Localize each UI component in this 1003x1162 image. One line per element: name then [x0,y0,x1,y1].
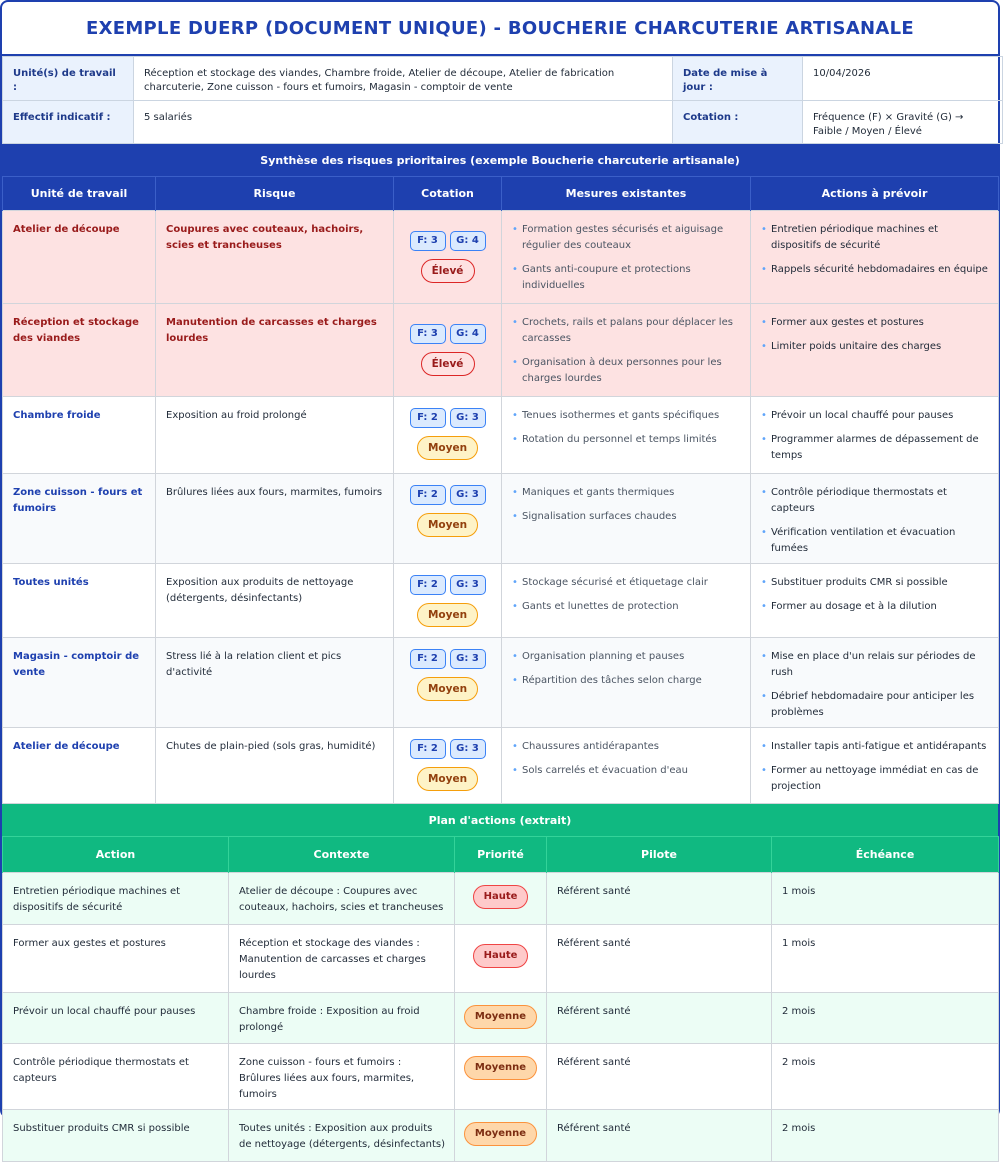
level-badge: Moyen [417,513,478,537]
plan-echeance: 2 mois [772,1110,999,1162]
col-header-action: Action [3,837,229,873]
col-header-cotation: Cotation [394,177,502,211]
priority-badge: Moyenne [464,1005,537,1029]
plan-priorite [455,1110,547,1162]
plan-pilote: Référent santé [547,873,772,925]
col-header-risque: Risque [156,177,394,211]
risk-mesures [502,211,751,304]
col-header-pilote: Pilote [547,837,772,873]
risk-cotation [394,728,502,804]
risk-description: Chutes de plain-pied (sols gras, humidité) [156,728,394,804]
gravity-badge: G: 3 [450,408,486,428]
col-header-unite: Unité de travail [3,177,156,211]
action-item: • Entretien périodique machines et dispositifs de sécurité [761,222,989,254]
risk-cotation [394,211,502,304]
risk-row [3,638,999,728]
plan-row [3,993,999,1044]
risk-cotation [394,397,502,474]
col-header-echeance: Échéance [772,837,999,873]
risk-description: Exposition au froid prolongé [156,397,394,474]
risk-row [3,397,999,474]
plan-contexte: Toutes unités : Exposition aux produits de nettoyage (détergents, désinfectants) [229,1110,455,1162]
action-item: • Limiter poids unitaire des charges [761,339,989,355]
risk-cotation [394,564,502,638]
plan-action: Substituer produits CMR si possible [3,1110,229,1162]
mesure-item: • Stockage sécurisé et étiquetage clair [512,575,741,591]
plan-row [3,873,999,925]
risk-description: Coupures avec couteaux, hachoirs, scies et trancheuses [156,211,394,304]
level-badge: Moyen [417,436,478,460]
date-label: Date de mise à jour : [673,57,803,101]
level-badge: Moyen [417,767,478,791]
mesure-item: • Signalisation surfaces chaudes [512,509,741,525]
date-value: 10/04/2026 [803,57,1003,101]
priority-badge: Moyenne [464,1056,537,1080]
risk-unit: Magasin - comptoir de vente [3,638,156,728]
page-title: EXEMPLE DUERP (DOCUMENT UNIQUE) - BOUCHERIE CHARCUTERIE ARTISANALE [2,2,998,56]
frequency-badge: F: 2 [410,649,446,669]
plan-action: Prévoir un local chauffé pour pauses [3,993,229,1044]
plan-echeance: 2 mois [772,1044,999,1110]
gravity-badge: G: 3 [450,739,486,759]
risk-row [3,728,999,804]
action-item: • Programmer alarmes de dépassement de temps [761,432,989,464]
plan-priorite [455,925,547,993]
mesure-item: • Rotation du personnel et temps limités [512,432,741,448]
risk-description: Manutention de carcasses et charges lourdes [156,304,394,397]
plan-priorite [455,1044,547,1110]
risk-actions [751,474,999,564]
risk-row [3,474,999,564]
mesure-item: • Sols carrelés et évacuation d'eau [512,763,741,779]
risk-mesures [502,397,751,474]
cotation-label: Cotation : [673,101,803,144]
action-item: • Former aux gestes et postures [761,315,989,331]
gravity-badge: G: 3 [450,649,486,669]
risk-mesures [502,638,751,728]
level-badge: Moyen [417,603,478,627]
plan-row [3,1110,999,1162]
plan-contexte: Zone cuisson - fours et fumoirs : Brûlures liées aux fours, marmites, fumoirs [229,1044,455,1110]
level-badge: Moyen [417,677,478,701]
risk-table [2,176,999,804]
risk-unit: Réception et stockage des viandes [3,304,156,397]
risk-row [3,564,999,638]
mesure-item: • Crochets, rails et palans pour déplacer les carcasses [512,315,741,347]
effectif-value: 5 salariés [134,101,673,144]
mesure-item: • Chaussures antidérapantes [512,739,741,755]
action-item: • Rappels sécurité hebdomadaires en équipe [761,262,989,278]
level-badge: Élevé [421,259,475,283]
mesure-item: • Gants et lunettes de protection [512,599,741,615]
action-item: • Contrôle périodique thermostats et capteurs [761,485,989,517]
frequency-badge: F: 2 [410,575,446,595]
col-header-actions: Actions à prévoir [751,177,999,211]
risk-section-title: Synthèse des risques prioritaires (exemple Boucherie charcuterie artisanale) [2,144,998,176]
mesure-item: • Répartition des tâches selon charge [512,673,741,689]
mesure-item: • Maniques et gants thermiques [512,485,741,501]
risk-actions [751,728,999,804]
risk-mesures [502,564,751,638]
risk-cotation [394,474,502,564]
risk-cotation [394,304,502,397]
risk-description: Exposition aux produits de nettoyage (détergents, désinfectants) [156,564,394,638]
col-header-mesures: Mesures existantes [502,177,751,211]
risk-unit: Atelier de découpe [3,211,156,304]
info-grid [2,56,1003,144]
risk-cotation [394,638,502,728]
action-item: • Débrief hebdomadaire pour anticiper les problèmes [761,689,989,721]
risk-description: Stress lié à la relation client et pics d'activité [156,638,394,728]
plan-action: Former aux gestes et postures [3,925,229,993]
risk-mesures [502,474,751,564]
unites-value: Réception et stockage des viandes, Chambre froide, Atelier de découpe, Atelier de fabrication charcuterie, Zone cuisson - fours et fumoirs, Magasin - comptoir de vente [134,57,673,101]
risk-unit: Atelier de découpe [3,728,156,804]
plan-priorite [455,873,547,925]
action-item: • Prévoir un local chauffé pour pauses [761,408,989,424]
mesure-item: • Organisation planning et pauses [512,649,741,665]
frequency-badge: F: 2 [410,739,446,759]
risk-actions [751,638,999,728]
action-item: • Vérification ventilation et évacuation fumées [761,525,989,557]
action-item: • Substituer produits CMR si possible [761,575,989,591]
mesure-item: • Gants anti-coupure et protections individuelles [512,262,741,294]
priority-badge: Moyenne [464,1122,537,1146]
mesure-item: • Tenues isothermes et gants spécifiques [512,408,741,424]
risk-actions [751,211,999,304]
plan-pilote: Référent santé [547,925,772,993]
mesure-item: • Organisation à deux personnes pour les charges lourdes [512,355,741,387]
risk-description: Brûlures liées aux fours, marmites, fumoirs [156,474,394,564]
plan-contexte: Atelier de découpe : Coupures avec couteaux, hachoirs, scies et trancheuses [229,873,455,925]
risk-actions [751,397,999,474]
plan-pilote: Référent santé [547,1044,772,1110]
plan-echeance: 2 mois [772,993,999,1044]
frequency-badge: F: 2 [410,485,446,505]
plan-table [2,836,999,1162]
plan-contexte: Réception et stockage des viandes : Manutention de carcasses et charges lourdes [229,925,455,993]
gravity-badge: G: 4 [450,324,486,344]
action-item: • Mise en place d'un relais sur périodes de rush [761,649,989,681]
frequency-badge: F: 3 [410,231,446,251]
risk-unit: Chambre froide [3,397,156,474]
risk-unit: Zone cuisson - fours et fumoirs [3,474,156,564]
plan-section-title: Plan d'actions (extrait) [2,804,998,836]
frequency-badge: F: 3 [410,324,446,344]
risk-actions [751,564,999,638]
plan-action: Entretien périodique machines et dispositifs de sécurité [3,873,229,925]
risk-row [3,211,999,304]
priority-badge: Haute [473,944,529,968]
action-item: • Former au nettoyage immédiat en cas de projection [761,763,989,795]
gravity-badge: G: 3 [450,485,486,505]
plan-pilote: Référent santé [547,1110,772,1162]
priority-badge: Haute [473,885,529,909]
effectif-label: Effectif indicatif : [3,101,134,144]
plan-pilote: Référent santé [547,993,772,1044]
gravity-badge: G: 4 [450,231,486,251]
risk-mesures [502,304,751,397]
frequency-badge: F: 2 [410,408,446,428]
gravity-badge: G: 3 [450,575,486,595]
risk-row [3,304,999,397]
level-badge: Élevé [421,352,475,376]
cotation-value: Fréquence (F) × Gravité (G) → Faible / Moyen / Élevé [803,101,1003,144]
plan-row [3,1044,999,1110]
action-item: • Installer tapis anti-fatigue et antidérapants [761,739,989,755]
mesure-item: • Formation gestes sécurisés et aiguisage régulier des couteaux [512,222,741,254]
plan-priorite [455,993,547,1044]
plan-echeance: 1 mois [772,925,999,993]
col-header-priorite: Priorité [455,837,547,873]
unites-label: Unité(s) de travail : [3,57,134,101]
col-header-contexte: Contexte [229,837,455,873]
risk-unit: Toutes unités [3,564,156,638]
plan-contexte: Chambre froide : Exposition au froid prolongé [229,993,455,1044]
action-item: • Former au dosage et à la dilution [761,599,989,615]
risk-actions [751,304,999,397]
risk-mesures [502,728,751,804]
plan-row [3,925,999,993]
plan-action: Contrôle périodique thermostats et capteurs [3,1044,229,1110]
plan-echeance: 1 mois [772,873,999,925]
